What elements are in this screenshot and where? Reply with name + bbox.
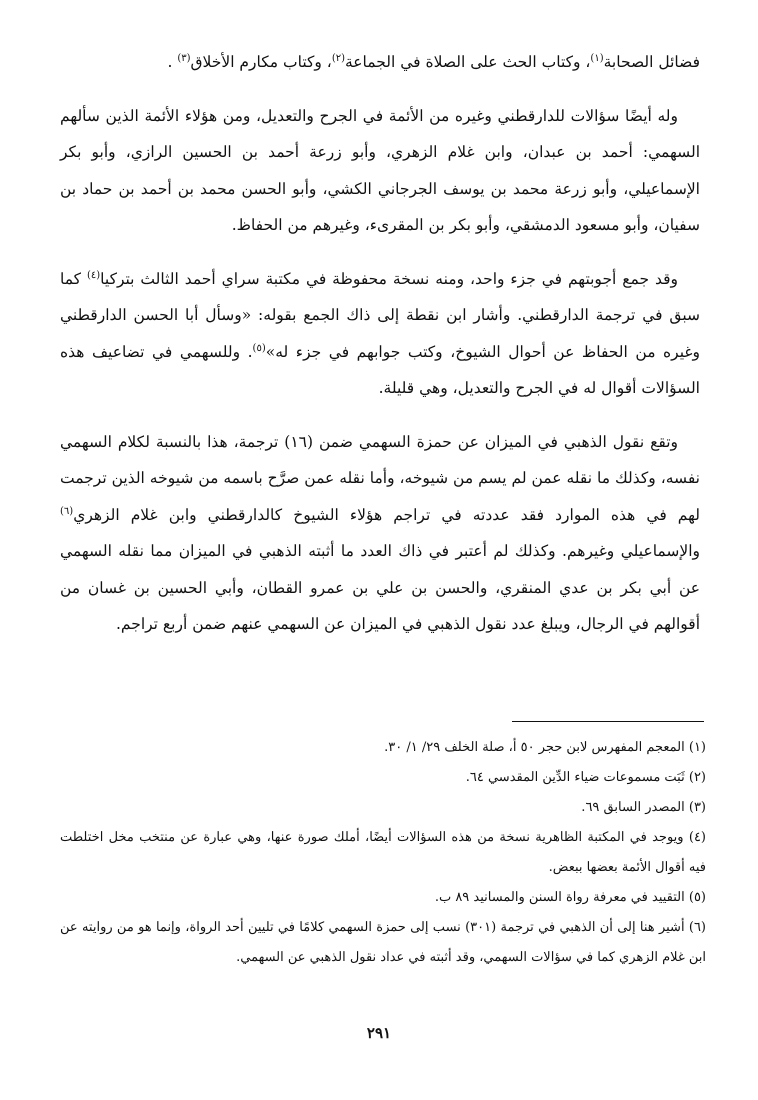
- paragraph-3: وقد جمع أجوبتهم في جزء واحد، ومنه نسخة محفوظة في مكتبة سراي أحمد الثالث بتركيا$^{(٤)}$ كما سبق في ترجمة الدارقطني. وأشار ابن نقطة إلى ذاك الجمع بقوله: «وسأل أبا الحسن الدارقطني وغيره من الحفاظ عن أحوال الشيوخ، وكتب جوابهم في جزء له»$^{(٥)}$. وللسهمي في تضاعيف هذه السؤالات أقوال له في الجرح والتعديل، وهي قليلة.: [60, 269, 700, 397]
- footnote-ref-5: (٥): [252, 342, 266, 354]
- paragraph-4: وتقع نقول الذهبي في الميزان عن حمزة السهمي ضمن (١٦) ترجمة، هذا بالنسبة لكلام السهمي نفسه، وكذلك ما نقله عمن لم يسم من شيوخه، وأما نقله عمن صرَّح باسمه من شيوخه الذين ترجمت لهم في هذه الموارد فقد عددته في تراجم هؤلاء الشيوخ كالدارقطني وابن غلام الزهري$^{(٦)}$ والإسماعيلي وغيرهم. وكذلك لم أعتبر في ذاك العدد ما أثبته الذهبي في الميزان مما نقله السهمي عن أبي بكر بن عدي المنقري، والحسن بن علي بن عمرو القطان، وأبي الحسين بن غسان من أقوالهم في الرجال، ويبلغ عدد نقول الذهبي في الميزان عن السهمي عنهم ضمن أربع تراجم.: [60, 432, 700, 633]
- footnote-ref-3: (٣): [177, 52, 191, 64]
- footnote-5: (٥) التقييد في معرفة رواة السنن والمسانيد ٨٩ ب.: [434, 890, 706, 905]
- footnote-6: (٦) أشير هنا إلى أن الذهبي في ترجمة (٣٠١) نسب إلى حمزة السهمي كلامًا في تليين أحد الرواة، وإنما هو من روايته عن ابن غلام الزهري كما في سؤالات السهمي، وقد أثبته في عداد نقول الذهبي عن السهمي.: [60, 920, 706, 965]
- footnote-1: (١) المعجم المفهرس لابن حجر ٥٠ أ، صلة الخلف ٢٩/ ١/ ٣٠.: [384, 740, 706, 755]
- paragraph-2: وله أيضًا سؤالات للدارقطني وغيره من الأئمة في الجرح والتعديل، ومن هؤلاء الأئمة الذين سألهم السهمي: أحمد بن عبدان، وابن غلام الزهري، وأبو زرعة أحمد بن الحسين الرازي، وأبو بكر الإسماعيلي، وأبو زرعة محمد بن يوسف الجرجاني الكشي، وأبو الحسن محمد بن أحمد بن حماد بن سفيان، وأبو مسعود الدمشقي، وأبو بكر بن المقرىء، وغيرهم من الحفاظ.: [60, 106, 700, 234]
- footnote-2: (٢) ثَبَت مسموعات ضياء الدِّين المقدسي ٦٤.: [465, 770, 706, 785]
- footnote-ref-4: (٤): [86, 269, 101, 281]
- footnote-ref-6: (٦): [60, 505, 74, 517]
- paragraph-1: فضائل الصحابة$^{(١)}$، وكتاب الحث على الصلاة في الجماعة$^{(٢)}$، وكتاب مكارم الأخلاق$^{(٣)}$ .: [167, 52, 700, 71]
- main-text: [60, 44, 700, 643]
- footnote-3: (٣) المصدر السابق ٦٩.: [581, 800, 706, 815]
- footnote-ref-1: (١): [590, 52, 604, 64]
- footnote-4: (٤) ويوجد في المكتبة الظاهرية نسخة من هذه السؤالات أيضًا، أملك صورة عنها، وهي عبارة عن منتخب مخل اختلطت فيه أقوال الأئمة بعضها ببعض.: [60, 830, 706, 875]
- footnote-separator: [512, 721, 704, 722]
- footnotes: [60, 733, 706, 973]
- page-number: ٢٩١: [366, 1024, 392, 1042]
- footnote-ref-2: (٢): [331, 52, 345, 64]
